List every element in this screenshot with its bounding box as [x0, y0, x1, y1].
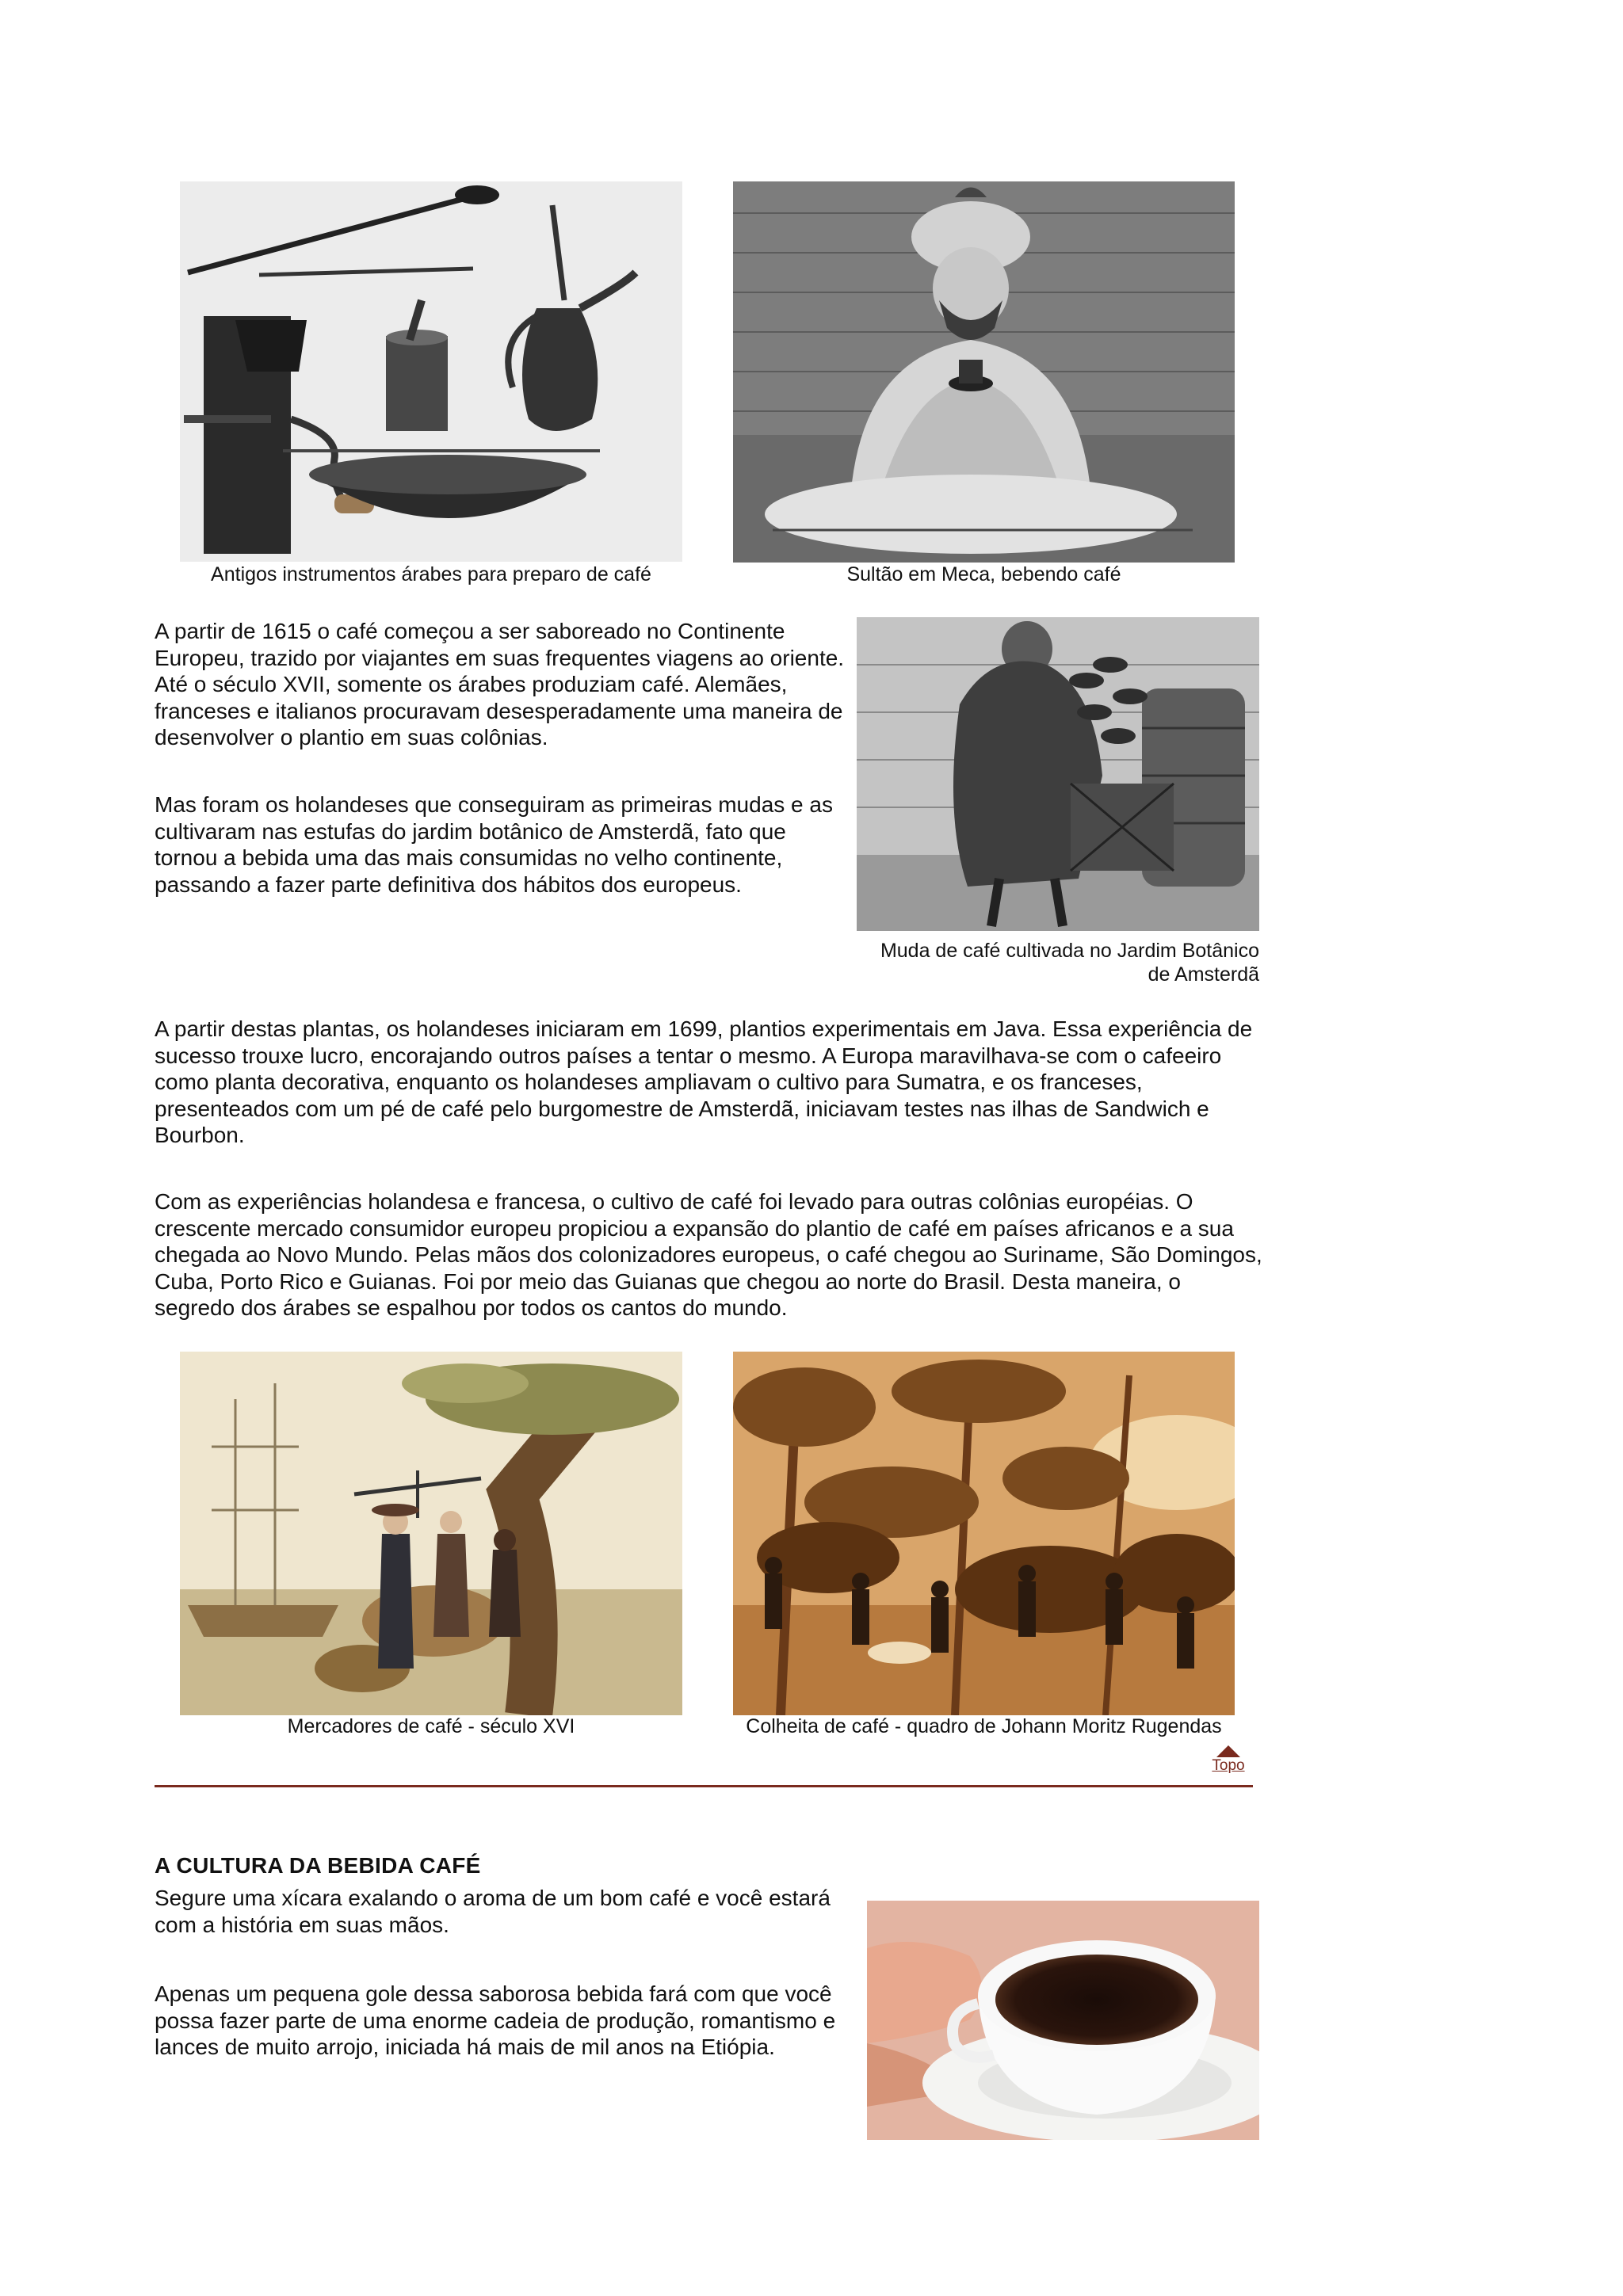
paragraph-text: Segure uma xícara exalando o aroma de um bom café e você estará com a história em suas mãos. — [155, 1886, 831, 1937]
paragraph-small-sip — [155, 1981, 852, 2061]
arab-coffee-instruments-image — [180, 181, 682, 562]
instruments-caption: Antigos instrumentos árabes para preparo de café — [211, 563, 651, 585]
arrow-up-icon — [1216, 1745, 1240, 1757]
amsterdam-coffee-seedling-image — [857, 617, 1259, 931]
paragraph-text: Mas foram os holandeses que conseguiram as primeiras mudas e as cultivaram nas estufas do jardim botânico de Amsterdã, fato que tornou a bebida uma das mais consumidas no velho continente, passando a fazer parte definitiva dos hábitos dos europeus. — [155, 792, 833, 897]
seedling-caption-line1: Muda de café cultivada no Jardim Botânico — [880, 940, 1259, 962]
paragraph-java-plantations — [155, 1016, 1256, 1149]
sultan-in-mecca-image — [733, 181, 1235, 563]
coffee-harvest-rugendas-image — [733, 1352, 1235, 1715]
paragraph-1615-arrival — [155, 618, 852, 751]
back-to-top-label: Topo — [1212, 1757, 1245, 1774]
harvest-caption: Colheita de café - quadro de Johann Moritz Rugendas — [746, 1715, 1222, 1737]
paragraph-hold-a-cup — [155, 1885, 852, 1938]
paragraph-colonies-spread — [155, 1188, 1264, 1322]
section-heading: A CULTURA DA BEBIDA CAFÉ — [155, 1853, 481, 1878]
paragraph-text: A partir de 1615 o café começou a ser saboreado no Continente Europeu, trazido por viajantes em suas frequentes viagens ao oriente. Até o século XVII, somente os árabes produziam café. Alemães, franceses e italianos procuravam desesperadamente uma maneira de desenvolver o plantio em suas colônias. — [155, 619, 845, 749]
seedling-caption-line2: de Amsterdã — [1148, 963, 1259, 986]
paragraph-text: A partir destas plantas, os holandeses iniciaram em 1699, plantios experimentais em Java. Essa experiência de sucesso trouxe lucro, encorajando outros países a tentar o mesmo. A Europa maravilhava-se com o cafeeiro como planta decorativa, enquanto os holandeses ampliavam o cultivo para Sumatra, e os franceses, presenteados com um pé de café pelo burgomestre de Amsterdã, iniciavam testes nas ilhas de Sandwich e Bourbon. — [155, 1016, 1253, 1147]
coffee-cup-image — [867, 1901, 1259, 2140]
back-to-top-link[interactable] — [1205, 1745, 1252, 1783]
section-divider — [155, 1785, 1253, 1787]
coffee-merchants-image — [180, 1352, 682, 1715]
merchants-caption: Mercadores de café - século XVI — [287, 1715, 575, 1737]
paragraph-dutch-seedlings — [155, 791, 852, 898]
paragraph-text: Apenas um pequena gole dessa saborosa bebida fará com que você possa fazer parte de uma enorme cadeia de produção, romantismo e lances de muito arrojo, iniciada há mais de mil anos na Etiópia. — [155, 1981, 836, 2059]
paragraph-text: Com as experiências holandesa e francesa, o cultivo de café foi levado para outras colônias européias. O crescente mercado consumidor europeu propiciou a expansão do plantio de café em países africanos e a sua chegada ao Novo Mundo. Pelas mãos dos colonizadores europeus, o café chegou ao Suriname, São Domingos, Cuba, Porto Rico e Guianas. Foi por meio das Guianas que chegou ao norte do Brasil. Desta maneira, o segredo dos árabes se espalhou por todos os cantos do mundo. — [155, 1189, 1262, 1320]
sultan-caption: Sultão em Meca, bebendo café — [846, 563, 1121, 585]
